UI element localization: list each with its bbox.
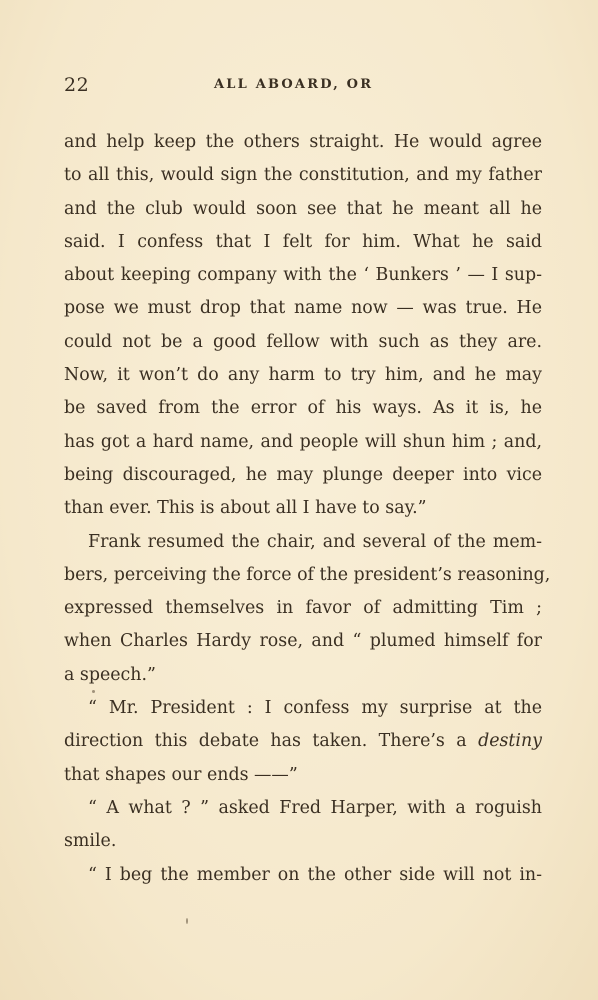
- text-line: being discouraged, he may plunge deeper into vice: [64, 464, 542, 485]
- text-line: when Charles Hardy rose, and “ plumed himself for: [64, 631, 542, 652]
- ink-speck: [92, 690, 95, 693]
- text-line: and help keep the others straight. He would agree: [64, 132, 542, 152]
- text-line: and the club would soon see that he meant all he: [64, 198, 542, 219]
- text-line: a speech.”: [64, 664, 156, 685]
- text-line: pose we must drop that name now — was true. He: [64, 298, 542, 319]
- page-header: [64, 74, 542, 102]
- text-line: “ Mr. President : I confess my surprise at the: [88, 698, 542, 719]
- italic-word: destiny: [478, 731, 542, 752]
- text-line: “ I beg the member on the other side will not in-: [88, 864, 542, 885]
- page-number: 22: [64, 74, 90, 96]
- text-span: direction this debate has taken. There’s a: [64, 731, 479, 752]
- text-line: has got a hard name, and people will shun him ; and,: [64, 431, 542, 452]
- text-line: smile.: [64, 831, 117, 852]
- text-line: bers, perceiving the force of the president’s reasoning,: [64, 564, 551, 585]
- text-line: that shapes our ends ——”: [64, 764, 298, 785]
- text-line: said. I confess that I felt for him. What he said: [64, 231, 542, 252]
- text-line: “ A what ? ” asked Fred Harper, with a roguish: [88, 797, 542, 818]
- ink-speck: [186, 918, 188, 924]
- text-line: be saved from the error of his ways. As it is, he: [64, 398, 542, 419]
- text-line: Frank resumed the chair, and several of the mem-: [88, 531, 542, 552]
- text-line: to all this, would sign the constitution, and my father: [64, 165, 542, 186]
- text-line: [64, 725, 542, 758]
- text-line: about keeping company with the ‘ Bunkers ’ — I sup-: [64, 265, 542, 286]
- running-head: ALL ABOARD, OR: [214, 77, 374, 92]
- text-line: than ever. This is about all I have to say.”: [64, 498, 427, 519]
- body-text: [64, 126, 551, 892]
- text-line: expressed themselves in favor of admitting Tim ;: [64, 598, 542, 619]
- text-line: Now, it won’t do any harm to try him, and he may: [64, 365, 542, 386]
- text-line: could not be a good fellow with such as they are.: [64, 331, 542, 352]
